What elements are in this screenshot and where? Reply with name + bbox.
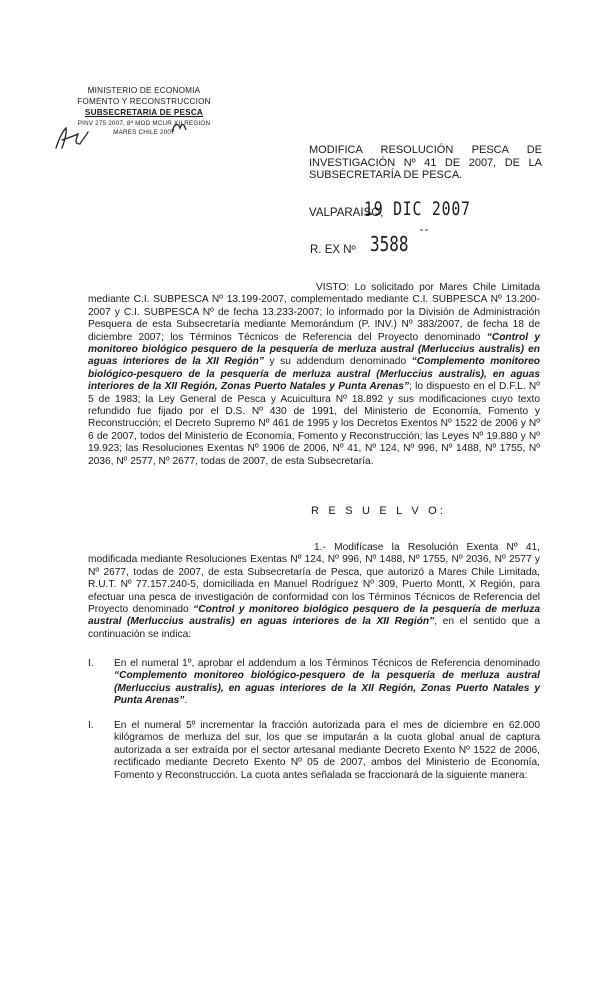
- list-item-bullet: I.: [88, 720, 94, 731]
- resolution-number: 3588: [370, 232, 409, 256]
- visto-project-title: “Control y monitoreo biológico pesquero de la pesquería de merluza austral (Merluccius australis) en aguas interiores de la XII Región”: [88, 331, 540, 368]
- list-item: [88, 658, 540, 708]
- date-stamp: 19 DIC 2007: [364, 198, 471, 220]
- article-1-paragraph: [88, 542, 540, 641]
- visto-text-3: ; lo dispuesto en el D.F.L. Nº 5 de 1983; la Ley General de Pesca y Acuicultura Nº 18.892 y sus modificaciones cuyo texto refundido fue fijado por el D.S. Nº 430 de 1991, del Ministerio de Economía, Fomento y Reconstrucción; el Decreto Supremo Nº 461 de 1995 y los Decretos Exentos Nº 1522 de 2006 y Nº 6 de 2007, todos del Ministerio de Economía, Fomento y Reconstrucción; las Leyes Nº 19.880 y Nº 19.923; las Resoluciones Exentas Nº 1906 de 2006, Nº 41, Nº 124, Nº 996, Nº 1488, Nº 1755, Nº 2036, Nº 2577, Nº 2677, todas de 2007, de esta Subsecretaría.: [88, 381, 540, 467]
- list-item: [88, 720, 540, 782]
- list-item-bullet: I.: [88, 658, 94, 669]
- header-company: MARES CHILE 2007: [113, 129, 175, 136]
- visto-paragraph: [88, 282, 540, 468]
- visto-text-1: Lo solicitado por Mares Chile Limitada mediante C.I. SUBPESCA Nº 13.199-2007, complementado mediante C.I. SUBPESCA Nº 13.200-2007 y C.I. SUBPESCA Nº de fecha 13.233-2007; lo informado por la División de Administración Pesquera de esta Subsecretaría mediante Memorándum (P. INV.) Nº 383/2007, de fecha 18 de diciembre 2007; los Términos Técnicos de Referencia del Proyecto denominado: [88, 282, 540, 343]
- header-ministry: MINISTERIO DE ECONOMIA: [87, 86, 201, 95]
- resuelvo-heading: R E S U E L V O:: [311, 505, 447, 517]
- visto-text-2: y su addendum denominado: [263, 356, 412, 368]
- visto-label: VISTO:: [316, 282, 350, 293]
- header-reference: PINV 275 2007, 8ª MOD MCUR XII REGION: [77, 120, 211, 127]
- signature-initials: [52, 124, 92, 152]
- visto-addendum-title: “Complemento monitoreo biológico-pesquero de la pesquería de merluza austral (Merluccius australis), en aguas interiores de la XII Región, Zonas Puerto Natales y Punta Arenas”: [88, 356, 540, 393]
- stamp-mark: [420, 228, 428, 232]
- header-ministry-sub: FOMENTO Y RECONSTRUCCION: [77, 97, 211, 106]
- list-item-addendum-title: “Complemento monitoreo biológico-pesquero de la pesquería de merluza austral (Merluccius australis), en aguas interiores de la XII Región, Zonas Puerto Natales y Punta Arenas”: [114, 670, 540, 707]
- list-item-text-2: .: [184, 695, 188, 707]
- article-1-project-title: “Control y monitoreo biológico pesquero de la pesquería de merluza austral (Merluccius australis) en aguas interiores de la XII Región”: [88, 604, 540, 628]
- resolution-label: R. EX Nº: [310, 244, 356, 256]
- list-item-text-1: En el numeral 5º incrementar la fracción autorizada para el mes de diciembre en 62.000 kilógramos de merluza del sur, los que se imputarán a la cuota global anual de captura autorizada a ser extraída por el sector artesanal mediante Decreto Exento Nº 1522 de 2006, rectificado mediante Decreto Exento Nº 05 de 2007, ambos del Ministerio de Economía, Fomento y Reconstrucción. La cuota antes señalada se fraccionará de la siguiente manera:: [114, 720, 540, 781]
- article-1-text-2: , en el sentido que a continuación se indica:: [88, 616, 540, 640]
- article-1-number: 1.-: [314, 542, 335, 553]
- place-label: VALPARAISO,: [309, 207, 384, 219]
- initials-mark: [170, 120, 188, 134]
- article-1-text-1: Modifícase la Resolución Exenta Nº 41, modificada mediante Resoluciones Exentas Nº 124, Nº 996, Nº 1488, Nº 1755, Nº 2036, Nº 2577 y Nº 2677, todas de 2007, de esta Subsecretaría de Pesca, que autorizó a Mares Chile Limitada, R.U.T. Nº 77.157.240-5, domiciliada en Manuel Rodríguez Nº 309, Puerto Montt, X Región, para efectuar una pesca de investigación de conformidad con los Términos Técnicos de Referencia del Proyecto denominado: [88, 542, 540, 616]
- list-item-text-1: En el numeral 1º, aprobar el addendum a los Términos Técnicos de Referencia denominado: [114, 658, 540, 669]
- document-subject: MODIFICA RESOLUCIÓN PESCA DE INVESTIGACIÓN Nº 41 DE 2007, DE LA SUBSECRETARÍA DE PESCA.: [309, 144, 542, 181]
- header-subsecretaria: SUBSECRETARIA DE PESCA: [84, 108, 204, 117]
